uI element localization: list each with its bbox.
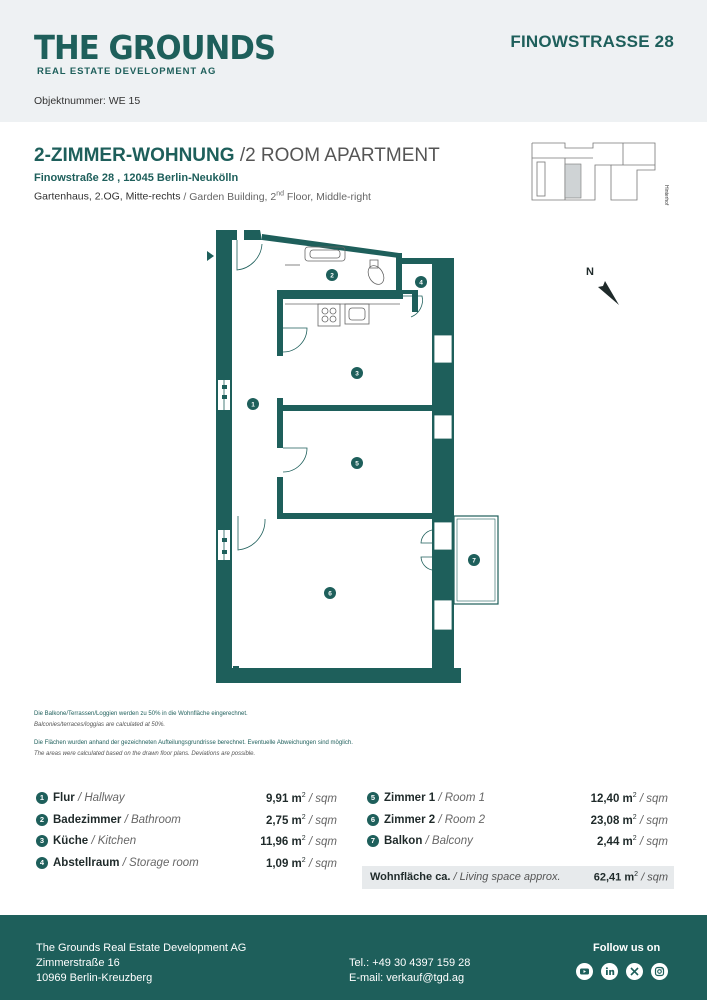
note-areas-de: Die Flächen wurden anhand der gezeichneten Aufteilungsgrundrisse berechnet. Eventuelle Abweichungen sind möglich. xyxy=(34,740,353,746)
room-row xyxy=(36,855,337,877)
room-label: Zimmer 2 / Room 2 xyxy=(384,813,486,826)
room-label: Abstellraum / Storage room xyxy=(53,856,199,869)
room-number-6: 6 xyxy=(328,590,332,598)
floor-plan xyxy=(200,220,510,685)
room-number-badge: 5 xyxy=(367,792,379,804)
room-number-3: 3 xyxy=(355,370,359,378)
room-number-2: 2 xyxy=(330,272,334,280)
room-number-badge: 2 xyxy=(36,814,48,826)
youtube-icon[interactable] xyxy=(576,963,593,980)
room-area: 1,09 $m^2$ / sqm xyxy=(265,856,337,870)
room-row xyxy=(36,812,337,834)
page-footer xyxy=(0,915,707,1000)
room-row xyxy=(36,790,337,812)
room-number-badge: 4 xyxy=(36,857,48,869)
living-space-label: Wohnfläche ca. / Living space approx. xyxy=(370,871,561,883)
room-area: 2,75 $m^2$ / sqm xyxy=(265,813,337,827)
apartment-title-en: /2 ROOM APARTMENT xyxy=(239,145,440,166)
north-label: N xyxy=(586,266,594,278)
room-label: Badezimmer / Bathroom xyxy=(53,813,181,826)
note-balcony-de: Die Balkone/Terrassen/Loggien werden zu 50% in die Wohnfläche eingerechnet. xyxy=(34,711,248,717)
linkedin-icon[interactable] xyxy=(601,963,618,980)
site-plan-thumbnail xyxy=(527,140,677,210)
room-label: Zimmer 1 / Room 1 xyxy=(384,792,486,804)
apartment-title xyxy=(34,145,440,167)
footer-phone[interactable]: Tel.: +49 30 4397 159 28 xyxy=(349,957,471,969)
room-number-7: 7 xyxy=(472,557,476,565)
instagram-icon[interactable] xyxy=(651,963,668,980)
room-area: 23,08 $m^2$ / sqm xyxy=(590,813,668,827)
room-area: 11,96 $m^2$ / sqm xyxy=(260,835,337,848)
apartment-title-de: 2-ZIMMER-WOHNUNG xyxy=(34,145,235,166)
object-number: Objektnummer: WE 15 xyxy=(34,95,141,107)
unit-location-de: Gartenhaus, 2.OG, Mitte-rechts xyxy=(34,190,181,203)
unit-location xyxy=(34,190,371,203)
room-number-4: 4 xyxy=(419,279,423,287)
room-area: 9,91 $m^2$ / sqm xyxy=(265,792,337,805)
footer-street: Zimmerstraße 16 xyxy=(36,957,120,969)
room-label: Küche / Kitchen xyxy=(53,835,137,847)
x-icon[interactable] xyxy=(626,963,643,980)
room-row xyxy=(367,833,668,855)
room-number-badge: 6 xyxy=(367,814,379,826)
room-number-5: 5 xyxy=(355,460,359,468)
room-row xyxy=(367,812,668,834)
room-area: 2,44 $m^2$ / sqm xyxy=(596,835,668,848)
room-number-badge: 3 xyxy=(36,835,48,847)
unit-location-en: / Garden Building, 2nd Floor, Middle-right xyxy=(183,190,371,203)
property-address: Finowstraße 28 , 12045 Berlin-Neukölln xyxy=(34,172,239,184)
note-areas-en: The areas were calculated based on the drawn floor plans. Deviations are possible. xyxy=(34,751,256,757)
living-space-total xyxy=(362,866,674,889)
room-row xyxy=(367,790,668,812)
company-logo-subtitle: REAL ESTATE DEVELOPMENT AG xyxy=(37,66,217,77)
note-balcony-en: Balconies/terraces/loggias are calculated at 50%. xyxy=(34,722,166,728)
room-list-left xyxy=(36,790,337,876)
room-list-right xyxy=(367,790,668,855)
property-street: FINOWSTRASSE 28 xyxy=(510,32,674,51)
footer-email[interactable]: E-mail: verkauf@tgd.ag xyxy=(349,972,465,984)
follow-us-label: Follow us on xyxy=(593,942,661,954)
room-number-badge: 7 xyxy=(367,835,379,847)
footer-company: The Grounds Real Estate Development AG xyxy=(36,942,247,954)
room-label: Flur / Hallway xyxy=(53,792,125,804)
room-number-badge: 1 xyxy=(36,792,48,804)
company-logo: THE GROUNDS xyxy=(34,28,276,67)
footer-city: 10969 Berlin-Kreuzberg xyxy=(36,972,153,984)
room-row xyxy=(36,833,337,855)
room-number-1: 1 xyxy=(251,401,255,409)
site-plan-label: Hinterhof xyxy=(663,185,669,206)
compass-arrow-icon xyxy=(583,265,623,310)
living-space-area: 62,41 $m^2$ / sqm xyxy=(593,871,668,884)
room-label: Balkon / Balcony xyxy=(384,835,473,847)
page-header xyxy=(0,0,707,122)
room-area: 12,40 $m^2$ / sqm xyxy=(590,792,668,805)
